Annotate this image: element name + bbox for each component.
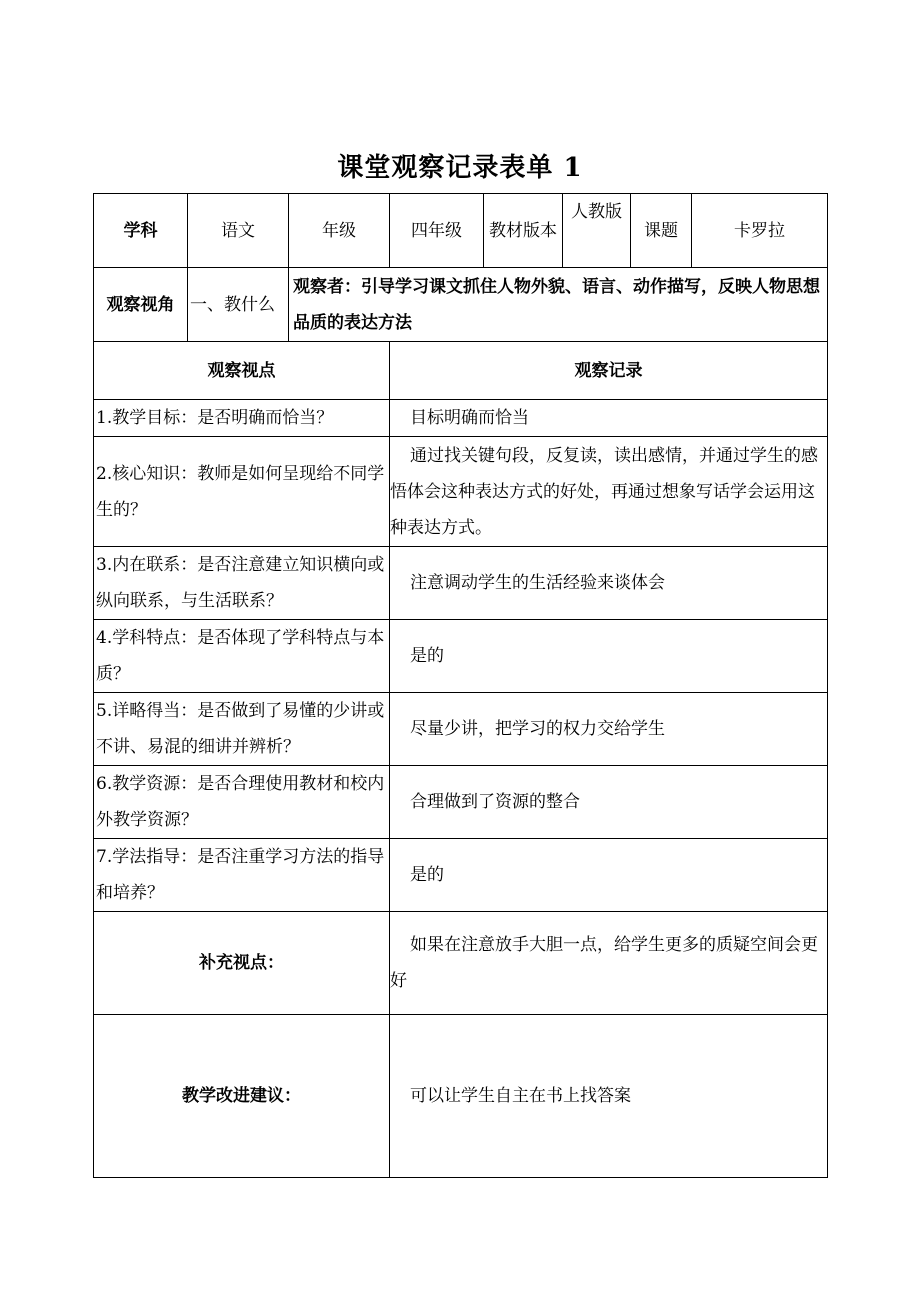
- perspective-row: [94, 268, 828, 342]
- subject-label: 学科: [94, 194, 188, 268]
- supplement-row: [94, 912, 828, 1015]
- supplement-label: 补充视点：: [94, 912, 390, 1015]
- observation-form-table: [93, 193, 828, 1178]
- records-column-header: 观察记录: [390, 342, 828, 400]
- suggestion-label: 教学改进建议：: [94, 1015, 390, 1178]
- suggestion-row: [94, 1015, 828, 1178]
- grade-value: 四年级: [390, 194, 484, 268]
- observation-record: 通过找关键句段，反复读，读出感情，并通过学生的感悟体会这种表达方式的好处，再通过想象写话学会运用这种表达方式。: [390, 437, 828, 547]
- observation-record: 注意调动学生的生活经验来谈体会: [390, 547, 828, 620]
- column-header-row: [94, 342, 828, 400]
- observation-record: 是的: [390, 620, 828, 693]
- page-title: 课堂观察记录表单 1: [337, 153, 583, 183]
- observation-point: 6.教学资源：是否合理使用教材和校内外教学资源？: [94, 766, 390, 839]
- observation-point: 4.学科特点：是否体现了学科特点与本质？: [94, 620, 390, 693]
- edition-label: 教材版本: [484, 194, 563, 268]
- observation-record: 尽量少讲，把学习的权力交给学生: [390, 693, 828, 766]
- observation-point: 7.学法指导：是否注重学习方法的指导和培养？: [94, 839, 390, 912]
- suggestion-value: 可以让学生自主在书上找答案: [390, 1015, 828, 1178]
- observation-point: 3.内在联系：是否注意建立知识横向或纵向联系，与生活联系？: [94, 547, 390, 620]
- points-column-header: 观察视点: [94, 342, 390, 400]
- header-row: [94, 194, 828, 268]
- table-row: [94, 620, 828, 693]
- subject-value: 语文: [188, 194, 289, 268]
- table-row: [94, 839, 828, 912]
- table-row: [94, 547, 828, 620]
- perspective-value: 一、教什么: [188, 268, 289, 342]
- observation-record: 是的: [390, 839, 828, 912]
- observation-point: 5.详略得当：是否做到了易懂的少讲或不讲、易混的细讲并辨析？: [94, 693, 390, 766]
- edition-value: 人教版: [563, 194, 631, 268]
- observation-point: 1.教学目标：是否明确而恰当？: [94, 400, 390, 437]
- table-row: [94, 766, 828, 839]
- perspective-label: 观察视角: [94, 268, 188, 342]
- observation-point: 2.核心知识：教师是如何呈现给不同学生的？: [94, 437, 390, 547]
- table-row: [94, 400, 828, 437]
- observer-text: 观察者：引导学习课文抓住人物外貌、语言、动作描写，反映人物思想品质的表达方法: [289, 268, 828, 342]
- supplement-value: 如果在注意放手大胆一点，给学生更多的质疑空间会更好: [390, 912, 828, 1015]
- observation-record: 目标明确而恰当: [390, 400, 828, 437]
- topic-value: 卡罗拉: [692, 194, 828, 268]
- grade-label: 年级: [289, 194, 390, 268]
- table-row: [94, 693, 828, 766]
- table-row: [94, 437, 828, 547]
- observation-record: 合理做到了资源的整合: [390, 766, 828, 839]
- topic-label: 课题: [631, 194, 692, 268]
